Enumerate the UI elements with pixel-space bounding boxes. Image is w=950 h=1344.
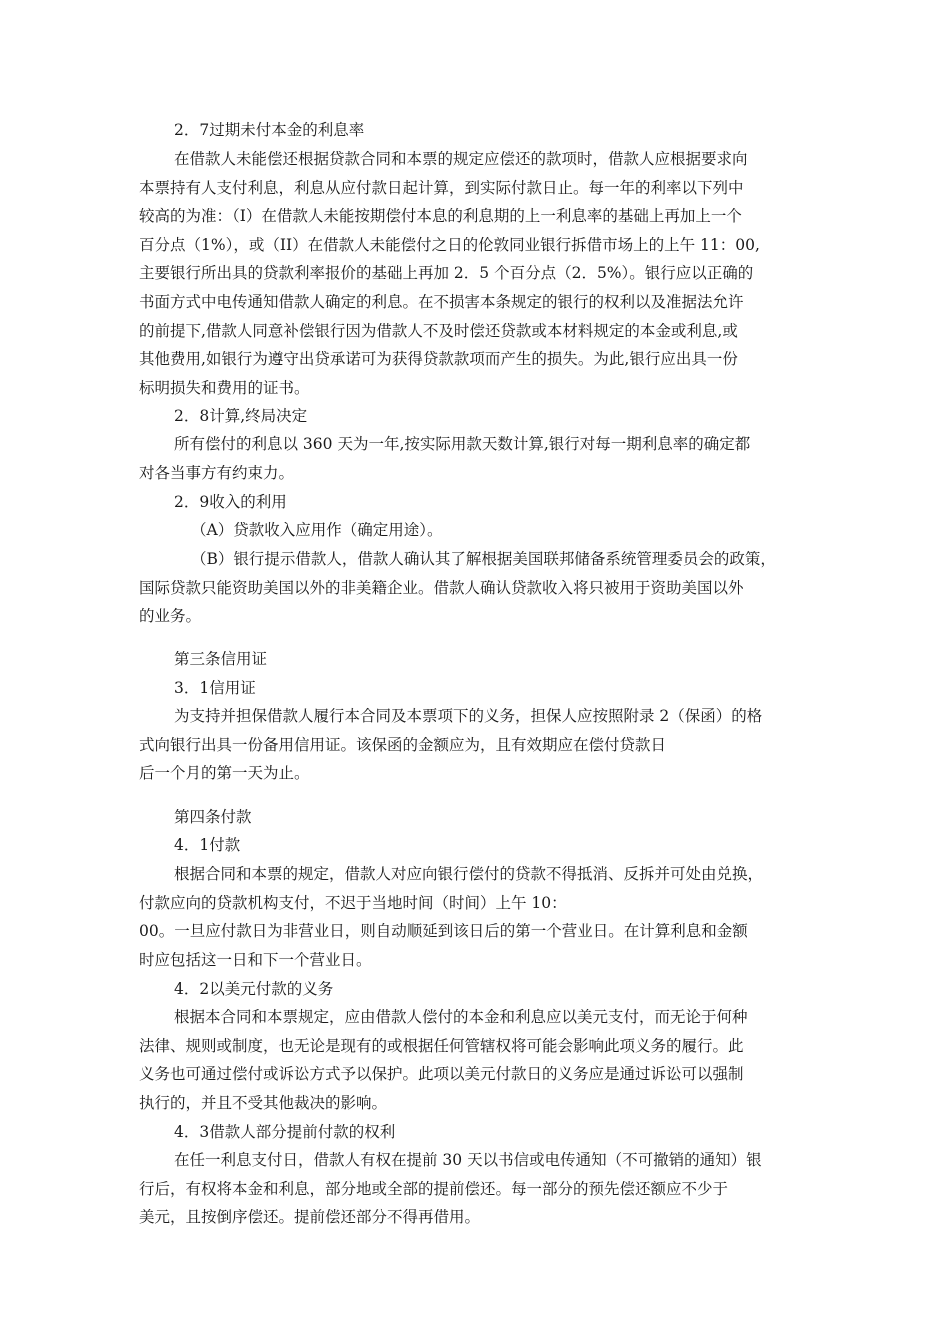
text-line: 时应包括这一日和下一个营业日。 — [139, 950, 372, 969]
text-line: 美元，且按倒序偿还。提前偿还部分不得再借用。 — [139, 1208, 481, 1227]
paragraph-2-7 — [139, 145, 811, 402]
text-line: 的业务。 — [139, 607, 202, 626]
text-line: 对各当事方有约束力。 — [139, 463, 295, 482]
text-line: 法律、规则或制度，也无论是现有的或根据任何管辖权将可能会影响此项义务的履行。此 — [139, 1036, 744, 1055]
text-line: 2．7过期未付本金的利息率 — [174, 121, 365, 139]
text-line: 的前提下,借款人同意补偿银行因为借款人不及时偿还贷款或本材料规定的本金或利息,或 — [139, 321, 738, 340]
text-line: 执行的，并且不受其他裁决的影响。 — [139, 1093, 388, 1112]
paragraph-2-9-b — [139, 545, 811, 631]
section-heading-4-2 — [139, 975, 811, 1004]
article-3-heading — [139, 645, 811, 674]
text-line: 标明损失和费用的证书。 — [139, 378, 310, 397]
text-line: 式向银行出具一份备用信用证。该保函的金额应为，且有效期应在偿付贷款日 — [139, 735, 667, 754]
text-line: 国际贷款只能资助美国以外的非美籍企业。借款人确认贷款收入将只被用于资助美国以外 — [139, 578, 744, 597]
text-line: 本票持有人支付利息，利息从应付款日起计算，到实际付款日止。每一年的利率以下列中 — [139, 178, 744, 197]
section-heading-2-7 — [139, 116, 811, 145]
text-line: 付款应向的贷款机构支付，不迟于当地时间（时间）上午 10： — [139, 893, 567, 912]
paragraph-2-9-a — [139, 516, 811, 545]
text-line: 百分点（1%），或（II）在借款人未能偿付之日的伦敦同业银行拆借市场上的上午 11：00, — [139, 235, 760, 254]
text-line: 义务也可通过偿付或诉讼方式予以保护。此项以美元付款日的义务应是通过诉讼可以强制 — [139, 1065, 744, 1084]
section-heading-3-1 — [139, 674, 811, 703]
article-4-heading — [139, 803, 811, 832]
text-line: 第三条信用证 — [174, 650, 268, 668]
section-heading-4-3 — [139, 1118, 811, 1147]
text-line: 为支持并担保借款人履行本合同及本票项下的义务，担保人应按照附录 2（保函）的格 — [174, 707, 763, 725]
text-line: 4．3借款人部分提前付款的权利 — [174, 1123, 396, 1141]
text-line: 4．2以美元付款的义务 — [174, 980, 334, 998]
text-line: 3．1信用证 — [174, 679, 256, 697]
text-line: 书面方式中电传通知借款人确定的利息。在不损害本条规定的银行的权利以及准据法允许 — [139, 292, 744, 311]
text-line: 在任一利息支付日，借款人有权在提前 30 天以书信或电传通知（不可撤销的通知）银 — [174, 1151, 762, 1169]
text-line: （B）银行提示借款人，借款人确认其了解根据美国联邦储备系统管理委员会的政策， — [191, 550, 776, 568]
section-heading-2-9 — [139, 488, 811, 517]
text-line: 其他费用,如银行为遵守出贷承诺可为获得贷款款项而产生的损失。为此,银行应出具一份 — [139, 350, 738, 369]
text-line: 根据合同和本票的规定，借款人对应向银行偿付的贷款不得抵消、反拆并可处由兑换， — [174, 865, 764, 883]
text-line: 所有偿付的利息以 360 天为一年,按实际用款天数计算,银行对每一期利息率的确定都 — [174, 435, 751, 453]
text-line: 4．1付款 — [174, 836, 241, 854]
text-line: 00。一旦应付款日为非营业日，则自动顺延到该日后的第一个营业日。在计算利息和金额 — [139, 922, 748, 941]
paragraph-2-8 — [139, 430, 811, 487]
paragraph-4-2 — [139, 1003, 811, 1117]
text-line: 第四条付款 — [174, 808, 252, 826]
paragraph-3-1 — [139, 702, 811, 788]
text-line: 行后，有权将本金和利息，部分地或全部的提前偿还。每一部分的预先偿还额应不少于 — [139, 1179, 729, 1198]
text-line: （A）贷款收入应用作（确定用途）。 — [191, 521, 443, 539]
text-line: 在借款人未能偿还根据贷款合同和本票的规定应偿还的款项时，借款人应根据要求向 — [174, 150, 748, 168]
text-line: 2．9收入的利用 — [174, 493, 287, 511]
text-line: 主要银行所出具的贷款利率报价的基础上再加 2．5 个百分点（2．5%）。银行应以正确的 — [139, 264, 754, 283]
text-line: 2．8计算,终局决定 — [174, 407, 308, 425]
section-heading-4-1 — [139, 831, 811, 860]
section-heading-2-8 — [139, 402, 811, 431]
text-line: 较高的为准：（I）在借款人未能按期偿付本息的利息期的上一利息率的基础上再加上一个 — [139, 207, 742, 226]
text-line: 后一个月的第一天为止。 — [139, 764, 310, 783]
text-line: 根据本合同和本票规定，应由借款人偿付的本金和利息应以美元支付，而无论于何种 — [174, 1008, 748, 1026]
paragraph-4-1 — [139, 860, 811, 974]
paragraph-4-3 — [139, 1146, 811, 1232]
